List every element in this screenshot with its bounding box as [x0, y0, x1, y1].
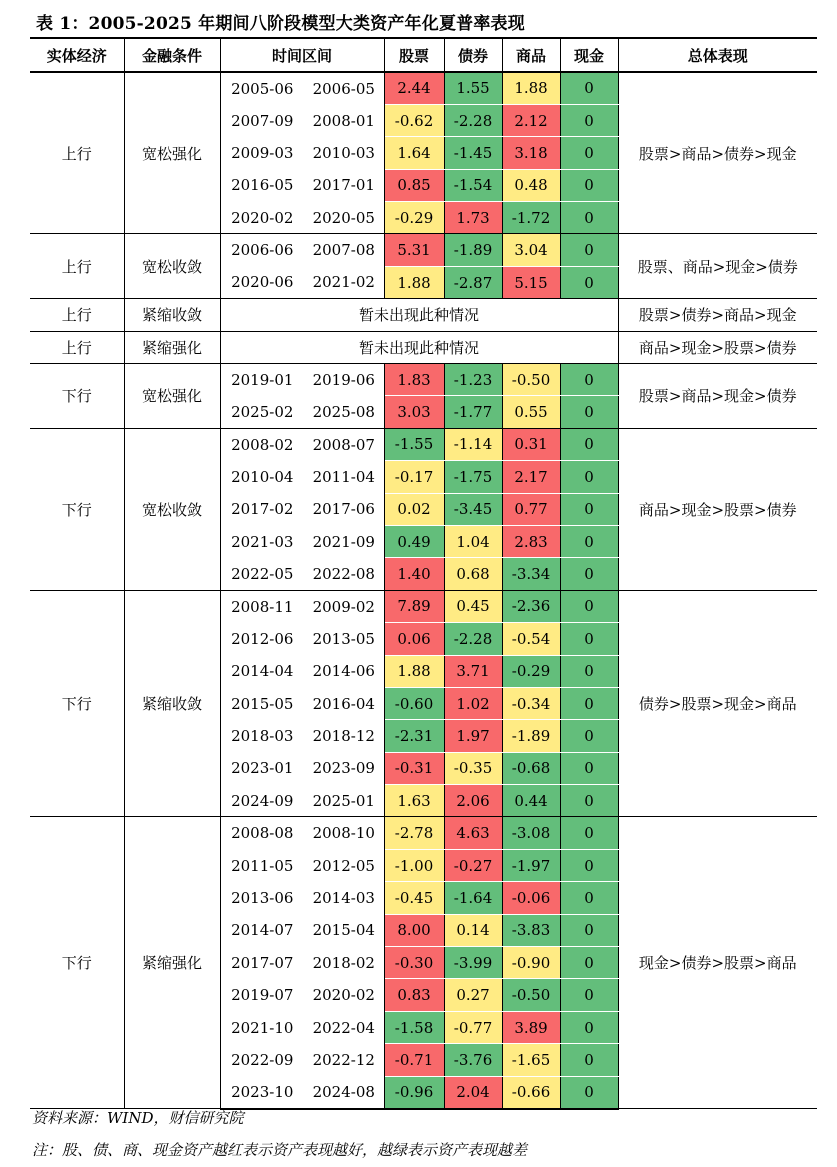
period-end: 2007-08	[304, 234, 384, 266]
bond-sharpe: -2.28	[444, 623, 502, 655]
period-end: 2014-06	[304, 655, 384, 687]
table-row	[30, 331, 817, 363]
period-end: 2010-03	[304, 137, 384, 169]
stock-sharpe: 1.63	[384, 785, 444, 817]
stock-sharpe: 0.49	[384, 525, 444, 557]
cash-sharpe: 0	[560, 234, 618, 266]
table-row	[30, 817, 817, 849]
bond-sharpe: 0.14	[444, 914, 502, 946]
period-end: 2021-02	[304, 266, 384, 298]
period-end: 2012-05	[304, 849, 384, 881]
stock-sharpe: 5.31	[384, 234, 444, 266]
cash-sharpe: 0	[560, 590, 618, 622]
period-start: 2005-06	[231, 79, 294, 98]
economy-cell: 下行	[30, 590, 124, 817]
bond-sharpe: 0.27	[444, 979, 502, 1011]
period-end: 2023-09	[304, 752, 384, 784]
cash-sharpe: 0	[560, 1044, 618, 1076]
commodity-sharpe: 2.83	[502, 525, 560, 557]
stock-sharpe: 0.06	[384, 623, 444, 655]
header-summary: 总体表现	[618, 38, 817, 72]
bond-sharpe: -1.75	[444, 461, 502, 493]
period-end: 2008-07	[304, 428, 384, 460]
bond-sharpe: -3.76	[444, 1044, 502, 1076]
economy-cell: 下行	[30, 428, 124, 590]
header-stock: 股票	[384, 38, 444, 72]
period-start: 2008-02	[231, 435, 294, 454]
cash-sharpe: 0	[560, 1011, 618, 1043]
not-observed-cell: 暂未出现此种情况	[220, 299, 618, 331]
period-start: 2019-01	[231, 370, 294, 389]
period-end: 2008-10	[304, 817, 384, 849]
table-title: 表 1：2005-2025 年期间八阶段模型大类资产年化夏普率表现	[36, 14, 525, 34]
header-row	[30, 38, 817, 72]
bond-sharpe: 0.45	[444, 590, 502, 622]
commodity-sharpe: -0.54	[502, 623, 560, 655]
bond-sharpe: 1.55	[444, 72, 502, 104]
bond-sharpe: -1.45	[444, 137, 502, 169]
summary-cell: 股票>债券>商品>现金	[618, 299, 817, 331]
period-end: 2008-01	[304, 104, 384, 136]
commodity-sharpe: -0.50	[502, 979, 560, 1011]
table-body	[30, 72, 817, 1109]
period-start: 2014-04	[231, 662, 294, 681]
period-start: 2020-06	[220, 266, 304, 298]
period-end: 2020-05	[304, 202, 384, 234]
period-start: 2015-05	[231, 694, 294, 713]
bond-sharpe: -0.27	[444, 849, 502, 881]
period-end: 2022-04	[304, 1011, 384, 1043]
commodity-sharpe: 0.31	[502, 428, 560, 460]
commodity-sharpe: 3.18	[502, 137, 560, 169]
cash-sharpe: 0	[560, 428, 618, 460]
stock-sharpe: 1.88	[384, 655, 444, 687]
commodity-sharpe: 2.12	[502, 104, 560, 136]
period-start: 2017-07	[231, 953, 294, 972]
period-start: 2009-03	[231, 143, 294, 162]
header-finance: 金融条件	[124, 38, 220, 72]
stock-sharpe: -0.71	[384, 1044, 444, 1076]
bond-sharpe: -1.64	[444, 882, 502, 914]
table-row	[30, 428, 817, 460]
finance-cell: 紧缩收敛	[124, 590, 220, 817]
period-start: 2024-09	[220, 785, 304, 817]
finance-cell: 宽松收敛	[124, 234, 220, 299]
commodity-sharpe: -0.29	[502, 655, 560, 687]
cash-sharpe: 0	[560, 623, 618, 655]
stock-sharpe: -1.55	[384, 428, 444, 460]
cash-sharpe: 0	[560, 364, 618, 396]
cash-sharpe: 0	[560, 461, 618, 493]
bond-sharpe: 1.73	[444, 202, 502, 234]
bond-sharpe: -3.45	[444, 493, 502, 525]
cash-sharpe: 0	[560, 817, 618, 849]
not-observed-cell: 暂未出现此种情况	[220, 331, 618, 363]
commodity-sharpe: 3.04	[502, 234, 560, 266]
summary-cell: 股票>商品>现金>债券	[618, 364, 817, 429]
stock-sharpe: 8.00	[384, 914, 444, 946]
header-economy: 实体经济	[30, 38, 124, 72]
cash-sharpe: 0	[560, 655, 618, 687]
table-row	[30, 590, 817, 622]
summary-cell: 股票、商品>现金>债券	[618, 234, 817, 299]
bond-sharpe: 0.68	[444, 558, 502, 590]
bond-sharpe: -2.87	[444, 266, 502, 298]
period-end: 2011-04	[304, 461, 384, 493]
commodity-sharpe: 2.17	[502, 461, 560, 493]
period-start: 2016-05	[231, 176, 294, 195]
period-end: 2006-05	[304, 72, 384, 104]
stock-sharpe: 1.40	[384, 558, 444, 590]
commodity-sharpe: -0.66	[502, 1076, 560, 1108]
header-cash: 现金	[560, 38, 618, 72]
stock-sharpe: -0.31	[384, 752, 444, 784]
stock-sharpe: -0.17	[384, 461, 444, 493]
legend-note: 注：股、债、商、现金资产越红表示资产表现越好，越绿表示资产表现越差	[32, 1141, 528, 1159]
stock-sharpe: -1.58	[384, 1011, 444, 1043]
cash-sharpe: 0	[560, 882, 618, 914]
commodity-sharpe: 0.48	[502, 169, 560, 201]
summary-cell: 商品>现金>股票>债券	[618, 428, 817, 590]
period-start: 2021-10	[231, 1018, 294, 1037]
stock-sharpe: 0.02	[384, 493, 444, 525]
commodity-sharpe: -1.65	[502, 1044, 560, 1076]
cash-sharpe: 0	[560, 1076, 618, 1108]
cash-sharpe: 0	[560, 493, 618, 525]
stock-sharpe: -0.29	[384, 202, 444, 234]
commodity-sharpe: -0.68	[502, 752, 560, 784]
period-start: 2013-06	[231, 888, 294, 907]
period-end: 2020-02	[304, 979, 384, 1011]
economy-cell: 上行	[30, 72, 124, 234]
period-start: 2007-09	[231, 111, 294, 130]
period-end: 2018-12	[304, 720, 384, 752]
period-start: 2021-03	[231, 532, 294, 551]
bond-sharpe: -1.14	[444, 428, 502, 460]
period-end: 2025-01	[304, 785, 384, 817]
finance-cell: 宽松收敛	[124, 428, 220, 590]
stock-sharpe: 3.03	[384, 396, 444, 428]
bond-sharpe: 2.06	[444, 785, 502, 817]
source-note: 资料来源：WIND，财信研究院	[32, 1109, 244, 1127]
commodity-sharpe: -3.34	[502, 558, 560, 590]
sharpe-ratio-table	[30, 37, 817, 1110]
cash-sharpe: 0	[560, 720, 618, 752]
bond-sharpe: -1.23	[444, 364, 502, 396]
bond-sharpe: -0.35	[444, 752, 502, 784]
commodity-sharpe: -0.50	[502, 364, 560, 396]
cash-sharpe: 0	[560, 914, 618, 946]
cash-sharpe: 0	[560, 525, 618, 557]
stock-sharpe: -0.30	[384, 947, 444, 979]
header-commodity: 商品	[502, 38, 560, 72]
cash-sharpe: 0	[560, 979, 618, 1011]
bond-sharpe: -1.77	[444, 396, 502, 428]
commodity-sharpe: -1.89	[502, 720, 560, 752]
period-start: 2022-09	[231, 1050, 294, 1069]
period-end: 2021-09	[304, 525, 384, 557]
finance-cell: 宽松强化	[124, 72, 220, 234]
finance-cell: 宽松强化	[124, 364, 220, 429]
header-period: 时间区间	[220, 38, 384, 72]
commodity-sharpe: -1.72	[502, 202, 560, 234]
bond-sharpe: -2.28	[444, 104, 502, 136]
period-end: 2025-08	[304, 396, 384, 428]
cash-sharpe: 0	[560, 947, 618, 979]
bond-sharpe: -1.89	[444, 234, 502, 266]
cash-sharpe: 0	[560, 849, 618, 881]
period-start: 2010-04	[231, 467, 294, 486]
cash-sharpe: 0	[560, 72, 618, 104]
stock-sharpe: 0.85	[384, 169, 444, 201]
cash-sharpe: 0	[560, 687, 618, 719]
commodity-sharpe: 3.89	[502, 1011, 560, 1043]
cash-sharpe: 0	[560, 104, 618, 136]
commodity-sharpe: 0.77	[502, 493, 560, 525]
period-end: 2018-02	[304, 947, 384, 979]
period-end: 2022-12	[304, 1044, 384, 1076]
cash-sharpe: 0	[560, 785, 618, 817]
economy-cell: 下行	[30, 364, 124, 429]
period-end: 2014-03	[304, 882, 384, 914]
commodity-sharpe: -0.06	[502, 882, 560, 914]
finance-cell: 紧缩收敛	[124, 299, 220, 331]
stock-sharpe: 7.89	[384, 590, 444, 622]
commodity-sharpe: -1.97	[502, 849, 560, 881]
economy-cell: 上行	[30, 234, 124, 299]
period-end: 2015-04	[304, 914, 384, 946]
finance-cell: 紧缩强化	[124, 817, 220, 1109]
period-end: 2017-01	[304, 169, 384, 201]
period-end: 2013-05	[304, 623, 384, 655]
cash-sharpe: 0	[560, 169, 618, 201]
period-start: 2014-07	[231, 921, 294, 940]
bond-sharpe: 2.04	[444, 1076, 502, 1108]
cash-sharpe: 0	[560, 202, 618, 234]
bond-sharpe: -3.99	[444, 947, 502, 979]
period-end: 2017-06	[304, 493, 384, 525]
commodity-sharpe: 5.15	[502, 266, 560, 298]
stock-sharpe: 1.64	[384, 137, 444, 169]
period-start: 2012-06	[231, 629, 294, 648]
period-end: 2009-02	[304, 590, 384, 622]
table-row	[30, 364, 817, 396]
period-start: 2017-02	[231, 500, 294, 519]
period-start: 2008-11	[231, 597, 294, 616]
stock-sharpe: 1.88	[384, 266, 444, 298]
stock-sharpe: -0.96	[384, 1076, 444, 1108]
finance-cell: 紧缩强化	[124, 331, 220, 363]
period-start: 2020-02	[220, 202, 304, 234]
bond-sharpe: -0.77	[444, 1011, 502, 1043]
economy-cell: 上行	[30, 331, 124, 363]
period-start: 2022-05	[220, 558, 304, 590]
period-start: 2019-07	[231, 986, 294, 1005]
bond-sharpe: 3.71	[444, 655, 502, 687]
period-start: 2018-03	[231, 727, 294, 745]
stock-sharpe: 1.83	[384, 364, 444, 396]
stock-sharpe: -0.45	[384, 882, 444, 914]
bond-sharpe: 1.97	[444, 720, 502, 752]
commodity-sharpe: -2.36	[502, 590, 560, 622]
stock-sharpe: -0.60	[384, 687, 444, 719]
stock-sharpe: -0.62	[384, 104, 444, 136]
period-start: 2025-02	[220, 396, 304, 428]
period-end: 2022-08	[304, 558, 384, 590]
period-start: 2006-06	[231, 241, 294, 260]
stock-sharpe: 2.44	[384, 72, 444, 104]
period-start: 2008-08	[231, 824, 294, 843]
cash-sharpe: 0	[560, 137, 618, 169]
period-end: 2024-08	[304, 1076, 384, 1108]
summary-cell: 债券>股票>现金>商品	[618, 590, 817, 817]
commodity-sharpe: 0.44	[502, 785, 560, 817]
cash-sharpe: 0	[560, 752, 618, 784]
table-row	[30, 234, 817, 266]
cash-sharpe: 0	[560, 558, 618, 590]
commodity-sharpe: -3.83	[502, 914, 560, 946]
bond-sharpe: 1.04	[444, 525, 502, 557]
stock-sharpe: 0.83	[384, 979, 444, 1011]
commodity-sharpe: -3.08	[502, 817, 560, 849]
period-start: 2011-05	[231, 856, 294, 875]
commodity-sharpe: -0.90	[502, 947, 560, 979]
stock-sharpe: -2.31	[384, 720, 444, 752]
period-end: 2019-06	[304, 364, 384, 396]
summary-cell: 股票>商品>债券>现金	[618, 72, 817, 234]
summary-cell: 现金>债券>股票>商品	[618, 817, 817, 1109]
commodity-sharpe: 1.88	[502, 72, 560, 104]
commodity-sharpe: -0.34	[502, 687, 560, 719]
table-row	[30, 72, 817, 104]
bond-sharpe: 1.02	[444, 687, 502, 719]
period-end: 2016-04	[304, 687, 384, 719]
economy-cell: 上行	[30, 299, 124, 331]
stock-sharpe: -1.00	[384, 849, 444, 881]
period-start: 2023-10	[220, 1076, 304, 1108]
commodity-sharpe: 0.55	[502, 396, 560, 428]
bond-sharpe: -1.54	[444, 169, 502, 201]
header-bond: 债券	[444, 38, 502, 72]
table-row	[30, 299, 817, 331]
summary-cell: 商品>现金>股票>债券	[618, 331, 817, 363]
cash-sharpe: 0	[560, 396, 618, 428]
period-start: 2023-01	[231, 759, 294, 778]
bond-sharpe: 4.63	[444, 817, 502, 849]
economy-cell: 下行	[30, 817, 124, 1109]
stock-sharpe: -2.78	[384, 817, 444, 849]
cash-sharpe: 0	[560, 266, 618, 298]
